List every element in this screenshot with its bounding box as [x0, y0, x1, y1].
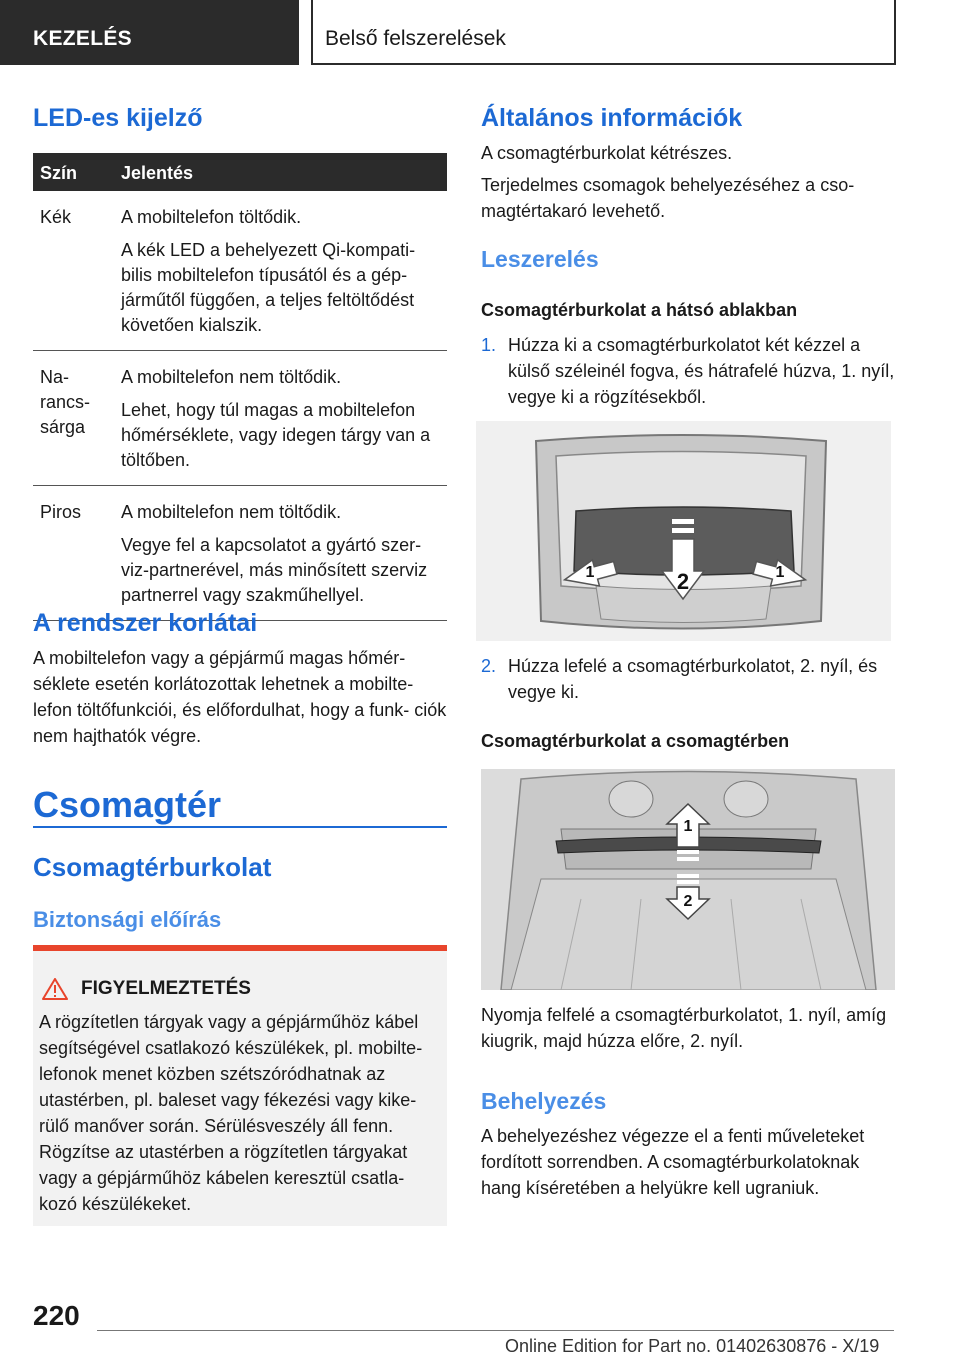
led-table: [33, 153, 447, 621]
list-item: [481, 653, 896, 705]
footer-edition: [505, 1336, 879, 1357]
limits-text: A mobiltelefon vagy a gépjármű magas hőmér- séklete esetén korlátozottak lehetnek a mobilte- lefon töltőfunkciói, és előfordulhat, hogy a funk- ciók nem hajthatók végre.: [33, 648, 447, 746]
table-row: [33, 351, 447, 486]
step-number: 1.: [481, 335, 497, 355]
install-heading: Behelyezés: [481, 1088, 607, 1114]
warning-text: A rögzítetlen tárgyak vagy a gépjárműhöz kábel segítségével csatlakozó készülékek, pl. mobilte- lefonok menet közben szétszóródhatnak az utastérben, pl. baleset vagy fékezési vagy kike- rülő manőver során. Sérülésveszély áll fenn. Rögzítse az utastérben a rögzítetlen tárgyakat vagy a gépjárműhöz kábelen keresztül csatla- kozó készülékeket.: [39, 1012, 423, 1214]
step-text: Húzza lefelé a csomagtérburkolatot, 2. nyíl, és vegye ki.: [508, 656, 878, 702]
step-number: 2.: [481, 656, 497, 676]
col-color-header: Szín: [40, 163, 78, 183]
warning-title: FIGYELMEZTETÉS: [81, 978, 251, 999]
trunk-illustration: [481, 769, 895, 990]
row-color: Piros: [40, 502, 82, 522]
general-text-1: A csomagtérburkolat kétrészes.: [481, 143, 733, 163]
row-meaning: A mobiltelefon nem töltődik.: [121, 367, 342, 387]
general-heading: Általános információk: [481, 104, 743, 132]
footer-rule: [97, 1330, 894, 1331]
step-text: Húzza ki a csomagtérburkolatot két kézzel a külső széleinél fogva, és hátrafelé húzva, 1. nyíl, vegye ki a rögzítésekből.: [508, 335, 895, 407]
arrow-label-up: 1: [683, 818, 693, 835]
arrow-label-right: 1: [775, 564, 785, 581]
safety-heading: Biztonsági előírás: [33, 907, 222, 932]
page-number: 220: [33, 1300, 80, 1331]
table-row: [33, 191, 447, 351]
edition-text: Online Edition for Part no. 01402630876 - X/19: [505, 1336, 880, 1356]
general-text-2: Terjedelmes csomagok behelyezéséhez a cso- magtértakaró levehető.: [481, 175, 855, 221]
row-color: Kék: [40, 207, 72, 227]
led-heading: LED-es kijelző: [33, 104, 203, 132]
table-header: [33, 153, 447, 191]
chapter-tab: Belső felszerelések: [311, 0, 896, 65]
section-tab: KEZELÉS: [0, 0, 299, 65]
row-meaning: A mobiltelefon nem töltődik.: [121, 502, 342, 522]
warning-triangle-icon: [42, 978, 68, 1000]
arrow-label-left: 1: [585, 564, 595, 581]
rear-window-heading: Csomagtérburkolat a hátsó ablakban: [481, 300, 798, 320]
tailgate-illustration: [476, 421, 891, 641]
row-meaning-detail: Lehet, hogy túl magas a mobiltelefon hőmérséklete, vagy idegen tárgy van a töltőben.: [121, 400, 431, 470]
row-meaning-detail: Vegye fel a kapcsolatot a gyártó szer- viz-partnerével, más minősített szerviz partnerrel vagy szakműhellyel.: [121, 535, 428, 605]
push-text: Nyomja felfelé a csomagtérburkolatot, 1. nyíl, amíg kiugrik, majd húzza előre, 2. nyíl.: [481, 1005, 887, 1051]
removal-heading: Leszerelés: [481, 246, 599, 272]
limits-heading: A rendszer korlátai: [33, 609, 258, 637]
chapter-heading: Csomagtér: [33, 784, 222, 825]
arrow-label-middle: 2: [676, 569, 690, 594]
col-meaning-header: Jelentés: [121, 163, 194, 183]
heading-rule: [33, 826, 447, 828]
install-text: A behelyezéshez végezze el a fenti műveleteket fordított sorrendben. A csomagtérburkolatoknak hang kíséretében a helyükre kell ugraniuk.: [481, 1126, 865, 1198]
list-item: [481, 332, 896, 410]
row-meaning: A mobiltelefon töltődik.: [121, 207, 302, 227]
subsection-heading: Csomagtérburkolat: [33, 852, 272, 882]
warning-box: [33, 945, 447, 1226]
table-row: [33, 486, 447, 621]
arrow-label-forward: 2: [683, 893, 693, 910]
row-color: Na- rancs- sárga: [40, 367, 91, 437]
row-meaning-detail: A kék LED a behelyezett Qi-kompati- bilis mobiltelefon típusától és a gép- járműtől függően, a teljes feltöltődést követően kialszik.: [121, 240, 416, 335]
trunk-heading: Csomagtérburkolat a csomagtérben: [481, 731, 790, 751]
